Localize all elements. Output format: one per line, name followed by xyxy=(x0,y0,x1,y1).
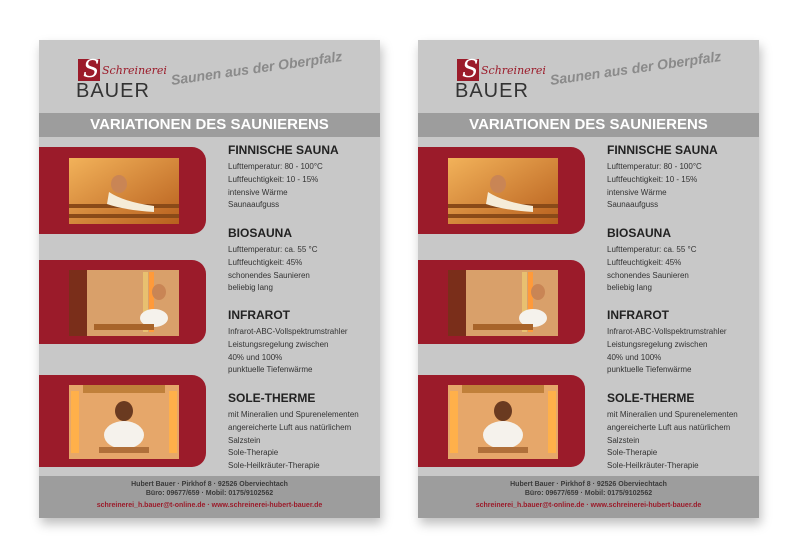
photo-sole-therme xyxy=(69,385,179,459)
section-title: BIOSAUNA xyxy=(228,226,293,240)
section-line: Lufttemperatur: ca. 55 °C xyxy=(228,245,318,254)
tagline: Saunen aus der Oberpfalz xyxy=(548,48,723,88)
section-line: Luftfeuchtigkeit: 10 - 15% xyxy=(228,174,319,184)
section-line: angereicherte Luft aus natürlichem xyxy=(607,422,731,432)
section-line: Sole-Therapie xyxy=(228,448,279,458)
section-line: Luftfeuchtigkeit: 45% xyxy=(228,257,303,267)
logo-name-bottom: BAUER xyxy=(455,80,529,102)
logo-name-top: Schreinerei xyxy=(102,64,167,77)
section-title: SOLE-THERME xyxy=(228,391,316,405)
photo-finnish-sauna xyxy=(69,158,179,224)
section-line: schonendes Saunieren xyxy=(607,270,689,280)
section-title: BIOSAUNA xyxy=(607,226,672,240)
section-line: beliebig lang xyxy=(607,283,652,293)
logo-name-top: Schreinerei xyxy=(481,64,546,77)
logo-name-bottom: BAUER xyxy=(76,80,150,102)
section-biosauna xyxy=(607,226,757,295)
section-title: SOLE-THERME xyxy=(607,391,695,405)
section-biosauna xyxy=(228,226,378,295)
section-line: Leistungsregelung zwischen xyxy=(228,339,329,349)
logo-mark xyxy=(457,55,479,83)
section-line: punktuelle Tiefenwärme xyxy=(607,365,692,375)
section-line: Sole-Therapie xyxy=(607,448,658,458)
footer xyxy=(39,476,380,518)
section-line: Lufttemperatur: 80 - 100°C xyxy=(607,162,702,171)
photo-sole-therme xyxy=(448,385,558,459)
section-line: Leistungsregelung zwischen xyxy=(607,339,708,349)
tagline: Saunen aus der Oberpfalz xyxy=(169,48,344,88)
section-line: Saunaaufguss xyxy=(607,200,659,210)
photo-finnish-sauna xyxy=(448,158,558,224)
section-finnish-sauna xyxy=(607,143,757,212)
section-line: beliebig lang xyxy=(228,283,273,293)
company-logo xyxy=(76,55,167,103)
company-logo xyxy=(455,55,546,103)
section-sole-therme xyxy=(607,391,757,473)
section-line: mit Mineralien und Spurenelementen xyxy=(228,410,359,419)
banner-title: VARIATIONEN DES SAUNIERENS xyxy=(418,113,759,137)
section-infrarot xyxy=(228,308,378,377)
section-line: 40% und 100% xyxy=(607,352,662,362)
section-line: Sole-Heilkräuter-Therapie xyxy=(228,461,320,471)
banner-title: VARIATIONEN DES SAUNIERENS xyxy=(39,113,380,137)
section-line: intensive Wärme xyxy=(607,187,667,197)
logo-letter: S xyxy=(83,55,100,83)
logo-mark xyxy=(78,55,100,83)
section-title: INFRAROT xyxy=(607,308,669,322)
footer-phone: Büro: 09677/659 · Mobil: 0175/9102562 xyxy=(145,490,274,497)
section-line: schonendes Saunieren xyxy=(228,270,310,280)
section-line: Luftfeuchtigkeit: 45% xyxy=(607,257,682,267)
footer-web: schreinerei_h.bauer@t-online.de · www.schreinerei-hubert-bauer.de xyxy=(96,502,323,509)
flyer-right xyxy=(418,40,759,518)
section-line: Salzstein xyxy=(607,435,640,445)
section-line: Infrarot-ABC-Vollspektrumstrahler xyxy=(228,327,348,336)
section-line: Lufttemperatur: ca. 55 °C xyxy=(607,245,697,254)
section-sole-therme xyxy=(228,391,378,473)
section-title: INFRAROT xyxy=(228,308,290,322)
footer-address: Hubert Bauer · Pirkhof 8 · 92526 Oberviechtach xyxy=(131,481,288,488)
section-title: FINNISCHE SAUNA xyxy=(607,143,718,157)
section-line: 40% und 100% xyxy=(228,352,283,362)
section-line: Saunaaufguss xyxy=(228,200,280,210)
footer xyxy=(418,476,759,518)
photo-infrared-cabin xyxy=(448,270,558,336)
section-infrarot xyxy=(607,308,757,377)
footer-address: Hubert Bauer · Pirkhof 8 · 92526 Oberviechtach xyxy=(510,481,667,488)
section-title: FINNISCHE SAUNA xyxy=(228,143,339,157)
footer-phone: Büro: 09677/659 · Mobil: 0175/9102562 xyxy=(524,490,653,497)
section-line: Luftfeuchtigkeit: 10 - 15% xyxy=(607,174,698,184)
section-line: Infrarot-ABC-Vollspektrumstrahler xyxy=(607,327,727,336)
photo-infrared-cabin xyxy=(69,270,179,336)
section-line: angereicherte Luft aus natürlichem xyxy=(228,422,352,432)
section-line: mit Mineralien und Spurenelementen xyxy=(607,410,738,419)
logo-letter: S xyxy=(462,55,479,83)
flyer-left xyxy=(39,40,380,518)
section-line: intensive Wärme xyxy=(228,187,288,197)
section-line: punktuelle Tiefenwärme xyxy=(228,365,313,375)
section-line: Sole-Heilkräuter-Therapie xyxy=(607,461,699,471)
footer-web: schreinerei_h.bauer@t-online.de · www.schreinerei-hubert-bauer.de xyxy=(475,502,702,509)
section-line: Salzstein xyxy=(228,435,261,445)
section-line: Lufttemperatur: 80 - 100°C xyxy=(228,162,323,171)
section-finnish-sauna xyxy=(228,143,378,212)
